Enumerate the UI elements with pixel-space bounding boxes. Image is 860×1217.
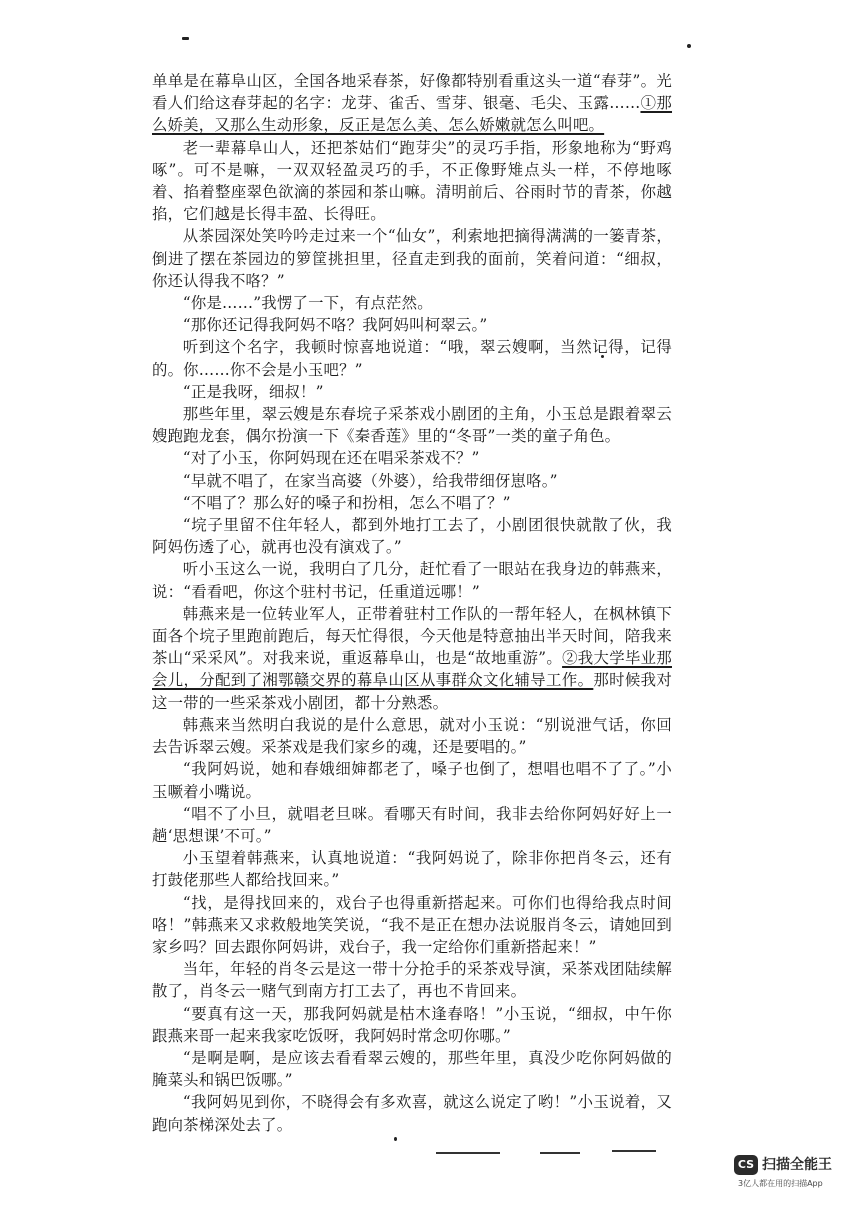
scan-line [436,1152,500,1154]
paragraph-text: 单单是在幕阜山区，全国各地采春茶，好像都特别看重这头一道“春芽”。光看人们给这春芽起的名字：龙芽、雀舌、雪芽、银毫、毛尖、玉露…… [152,72,672,113]
paragraph-text: 那时候我对这一带的一些采茶戏小剧团，都十分熟悉。 [152,671,672,712]
article-paragraph [152,603,672,714]
paragraph-text: 老一辈幕阜山人，还把茶姑们“跑芽尖”的灵巧手指，形象地称为“野鸡啄”。可不是嘛，一双双轻盈灵巧的手，不正像野雉点头一样，不停地啄着、掐着整座翠色欲滴的茶园和茶山嘛。清明前后、谷雨时节的青茶，你越掐，它们越是长得丰盈、长得旺。 [152,138,672,224]
article-paragraph [152,314,672,336]
paragraph-text: 韩燕来是一位转业军人，正带着驻村工作队的一帮年轻人，在枫林镇下面各个垸子里跑前跑后，每天忙得很，今天他是特意抽出半天时间，陪我来茶山“采采风”。对我来说，重返幕阜山，也是“故地重游”。 [152,604,672,668]
paragraph-text: 听小玉这么一说，我明白了几分，赶忙看了一眼站在我身边的韩燕来，说：“看看吧，你这个驻村书记，任重道远哪！” [152,560,672,601]
paragraph-text: “找，是得找回来的，戏台子也得重新搭起来。可你们也得给我点时间咯！”韩燕来又求救般地笑笑说，“我不是正在想办法说服肖冬云，请她回到家乡吗？回去跟你阿妈讲，戏台子，我一定给你们重新搭起来！” [152,893,672,956]
paragraph-text: “是啊是啊，是应该去看看翠云嫂的，那些年里，真没少吃你阿妈做的腌菜头和锅巴饭哪。” [152,1048,672,1090]
article-paragraph [152,958,672,1002]
article-paragraph [152,447,672,469]
watermark-tagline: 3亿人都在用的扫描App [738,1179,823,1188]
paragraph-text: “我阿妈见到你，不晓得会有多欢喜，就这么说定了哟！”小玉说着，又跑向茶梯深处去了。 [152,1093,672,1134]
article-paragraph [152,492,672,514]
paragraph-text: “那你还记得我阿妈不咯？我阿妈叫柯翠云。” [182,316,488,335]
article-paragraph [152,714,672,758]
paragraph-text: “对了小玉，你阿妈现在还在唱采茶戏不？” [182,449,480,468]
scan-speck [687,44,691,48]
article-paragraph [152,847,672,891]
article-paragraph [152,470,672,492]
article-body [152,70,672,1136]
article-paragraph [152,1047,672,1091]
article-paragraph [152,225,672,292]
article-paragraph [152,137,672,226]
article-paragraph [152,1091,672,1135]
article-paragraph [152,758,672,802]
article-paragraph [152,892,672,959]
article-paragraph [152,803,672,847]
paragraph-text: 听到这个名字，我顿时惊喜地说道：“哦，翠云嫂啊，当然记得，记得的。你……你不会是小玉吧？” [152,338,672,379]
article-paragraph [152,336,672,380]
article-paragraph [152,403,672,447]
paragraph-text: “正是我呀，细叔！” [182,382,324,401]
article-paragraph [152,381,672,403]
watermark-app-name: 扫描全能王 [762,1157,832,1173]
article-paragraph [152,292,672,314]
article-paragraph [152,514,672,558]
article-paragraph [152,70,672,137]
paragraph-text: “我阿妈说，她和春娥细婶都老了，嗓子也倒了，想唱也唱不了了。”小玉噘着小嘴说。 [152,760,672,801]
paragraph-text: 那些年里，翠云嫂是东春垸子采茶戏小剧团的主角，小玉总是跟着翠云嫂跑跑龙套，偶尔扮演一下《秦香莲》里的“冬哥”一类的童子角色。 [152,405,672,446]
paragraph-text: 当年，年轻的肖冬云是这一带十分抢手的采茶戏导演，采茶戏团陆续解散了，肖冬云一赌气到南方打工去了，再也不肯回来。 [152,960,672,1001]
paragraph-text: “你是……”我愣了一下，有点茫然。 [182,294,433,313]
scan-line [540,1152,580,1154]
paragraph-text: 韩燕来当然明白我说的是什么意思，就对小玉说：“别说泄气话，你回去告诉翠云嫂。采茶戏是我们家乡的魂，还是要唱的。” [152,715,672,757]
camscanner-logo-icon: CS [734,1155,758,1175]
scan-speck [182,37,189,40]
paragraph-text: “垸子里留不住年轻人，都到外地打工去了，小剧团很快就散了伙，我阿妈伤透了心，就再也没有演戏了。” [152,516,672,557]
paragraph-text: “早就不唱了，在家当高婆（外婆），给我带细伢崽咯。” [182,471,558,490]
paragraph-text: “要真有这一天，那我阿妈就是枯木逢春咯！”小玉说，“细叔，中午你跟燕来哥一起来我家吃饭呀，我阿妈时常念叨你哪。” [152,1004,672,1045]
scanner-watermark [734,1153,844,1193]
scan-speck [394,1137,397,1141]
article-paragraph [152,558,672,602]
paragraph-text: “不唱了？那么好的嗓子和扮相，怎么不唱了？” [182,493,511,512]
scan-line [612,1150,656,1152]
underlined-passage: ②我大学毕业那会儿，分配到了湘鄂赣交界的幕阜山区从事群众文化辅导工作。 [152,649,672,690]
article-paragraph [152,1003,672,1047]
underlined-passage: ①那么娇美，又那么生动形象，反正是怎么美、怎么娇嫩就怎么叫吧。 [152,94,673,135]
paragraph-text: “唱不了小旦，就唱老旦咪。看哪天有时间，我非去给你阿妈好好上一趟‘思想课’不可。” [152,804,672,845]
paragraph-text: 从茶园深处笑吟吟走过来一个“仙女”，利索地把摘得满满的一篓青茶，倒进了摆在茶园边的箩筐挑担里，径直走到我的面前，笑着问道：“细叔，你还认得我不咯？” [152,227,672,290]
paragraph-text: 小玉望着韩燕来，认真地说道：“我阿妈说了，除非你把肖冬云，还有打鼓佬那些人都给找回来。” [152,849,672,890]
